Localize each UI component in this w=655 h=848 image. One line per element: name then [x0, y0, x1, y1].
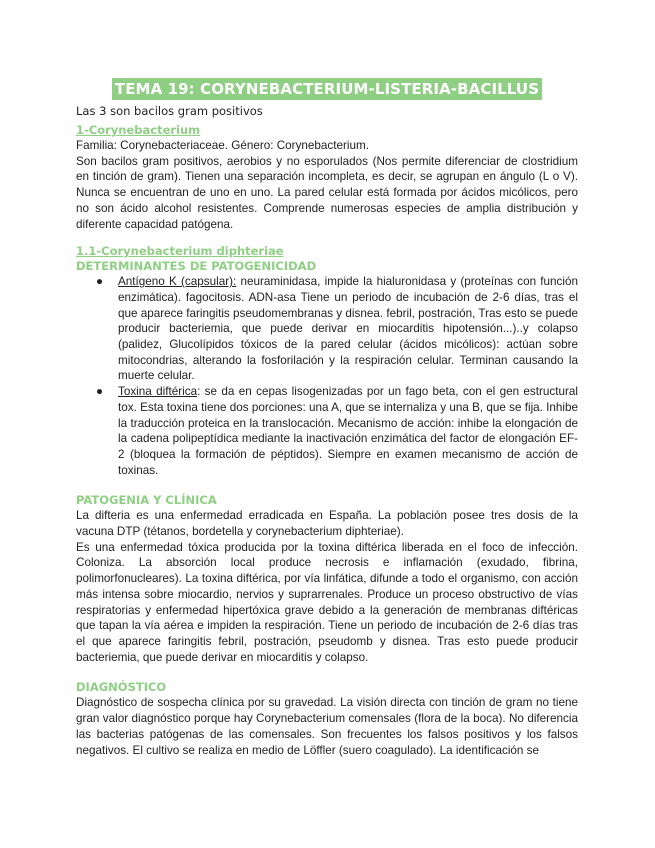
- bullet-text: neuraminidasa, impide la hialuronidasa y (proteínas con función enzimática). fagocitosis. ADN-asa Tiene un periodo de incubación de 2-6 días, tras el que aparece faringitis pseudomembranas y disnea. febril, postración, Tras esto se puede producir bacteriemia, que puede derivar en miocarditis hipotensión...)..y colapso (palidez, Glucolípidos tóxicos de la pared celular (ácidos micólicos): actúan sobre mitocondrias, alterando la fosforilación y la respiración celular. Terminan causando la muerte celular.: [118, 275, 578, 383]
- section-heading-diphteriae: 1.1-Corynebacterium diphteriae: [76, 244, 284, 259]
- bullet-dot-icon: ●: [96, 385, 104, 399]
- bullet-text: : se da en cepas lisogenizadas por un fago beta, con el gen estructural tox. Esta toxina tiene dos porciones: una A, que se internaliza y una B, que se fija. Inhibe la traducción proteica en la translocación. Mecanismo de acción: inhibe la elongación de la cadena polipeptídica mediante la inactivación enzimática del factor de elongación EF-2 (bloquea la formación de péptidos). Siempre en examen mecanismo de acción de toxinas.: [118, 385, 579, 477]
- subheading-determinantes: DETERMINANTES DE PATOGENICIDAD: [76, 259, 317, 274]
- paragraph-difteria: La difteria es una enfermedad erradicada en España. La población posee tres dosis de la vacuna DTP (tétanos, bordetella y corynebacterium diphteriae).: [76, 509, 578, 539]
- paragraph-familia: Familia: Corynebacteriaceae. Género: Corynebacterium.: [76, 139, 369, 152]
- paragraph-diagnostico: Diagnóstico de sospecha clínica por su gravedad. La visión directa con tinción de gram no tiene gran valor diagnóstico porque hay Corynebacterium comensales (flora de la boca). No diferencia las bacterias patógenas de las comensales. Son frecuentes los falsos positivos y los falsos negativos. El cultivo se realiza en medio de Löffler (suero coagulado). La identificación se: [76, 696, 578, 757]
- page-title: TEMA 19: CORYNEBACTERIUM-LISTERIA-BACILLUS: [112, 78, 542, 100]
- list-item: [96, 274, 578, 384]
- title-wrap: [76, 78, 578, 100]
- list-item: [96, 384, 579, 478]
- bullet-list: [76, 274, 578, 478]
- bullet-term: Toxina diftérica: [118, 385, 198, 399]
- document-content: [76, 78, 578, 758]
- section-heading-corynebacterium: 1-Corynebacterium: [76, 123, 201, 137]
- paragraph-enfermedad: Es una enfermedad tóxica producida por la toxina diftérica liberada en el foco de infección. Coloniza. La absorción local produce necrosis e inflamación (exudado, fibrina, polimorfonucleares). La toxina diftérica, por vía linfática, difunde a todo el organismo, con acción más intensa sobre miocardio, nervios y suprarrenales. Produce un proceso obstructivo de vías respiratorias y enfermedad hipertóxica grave debido a la generación de membranas diftéricas que tapan la vía aérea e impiden la respiración. Tiene un periodo de incubación de 2-6 días tras el que aparece faringitis febril, postración, pseudomb y disnea. Tras esto puede producir bacteriemia, que puede derivar en miocarditis y colapso.: [76, 540, 578, 664]
- section-heading-patogenia: PATOGENIA Y CLÍNICA: [76, 493, 217, 508]
- paragraph-descripcion: Son bacilos gram positivos, aerobios y no esporulados (Nos permite diferenciar de clostridium en tinción de gram). Tienen una separación incompleta, es decir, se agrupan en ángulo (L o V). Nunca se encuentran de uno en uno. La pared celular está formada por ácidos micólicos, pero no son ácido alcohol resistentes. Comprende numerosas especies de amplia distribución y diferente capacidad patógena.: [76, 154, 578, 231]
- section-heading-diagnostico: DIAGNÓSTICO: [76, 680, 167, 695]
- subtitle: Las 3 son bacilos gram positivos: [76, 104, 263, 118]
- bullet-dot-icon: ●: [96, 275, 104, 289]
- bullet-term: Antígeno K (capsular):: [118, 275, 237, 289]
